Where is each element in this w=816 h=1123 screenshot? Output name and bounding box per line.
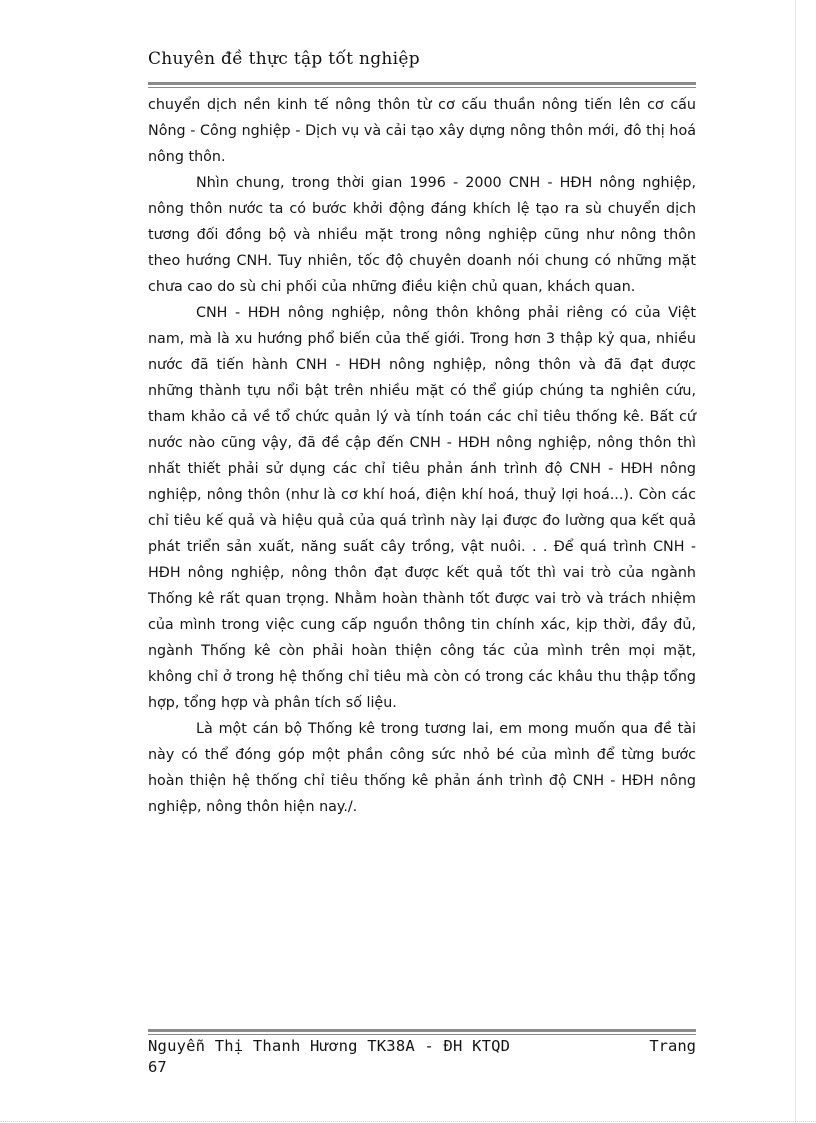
page-edge-right	[795, 0, 796, 1123]
header-rule-thick	[148, 82, 696, 85]
footer-page-label: Trang	[649, 1037, 696, 1055]
page-footer	[148, 1036, 696, 1078]
paragraph: Nhìn chung, trong thời gian 1996 - 2000 CNH - HĐH nông nghiệp, nông thôn nước ta có bước khởi động đáng khích lệ tạo ra sù chuyển dịch tương đối đồng bộ và nhiều mặt trong nông nghiệp cũng như nông thôn theo hướng CNH. Tuy nhiên, tốc độ chuyên doanh nói chung có những mặt chưa cao do sù chi phối của những điều kiện chủ quan, khách quan.	[148, 175, 696, 295]
paragraph-continuation: chuyển dịch nền kinh tế nông thôn từ cơ cấu thuần nông tiến lên cơ cấu Nông - Công nghiệp - Dịch vụ và cải tạo xây dựng nông thôn mới, đô thị hoá nông thôn.	[148, 97, 696, 165]
paragraph: CNH - HĐH nông nghiệp, nông thôn không phải riêng có của Việt nam, mà là xu hướng phổ biến của thế giới. Trong hơn 3 thập kỷ qua, nhiều nước đã tiến hành CNH - HĐH nông nghiệp, nông thôn và đã đạt được những thành tựu nổi bật trên nhiều mặt có thể giúp chúng ta nghiên cứu, tham khảo cả về tổ chức quản lý và tính toán các chỉ tiêu thống kê. Bất cứ nước nào cũng vậy, đã đề cập đến CNH - HĐH nông nghiệp, nông thôn thì nhất thiết phải sử dụng các chỉ tiêu phản ánh trình độ CNH - HĐH nông nghiệp, nông thôn (như là cơ khí hoá, điện khí hoá, thuỷ lợi hoá...). Còn các chỉ tiêu kế quả và hiệu quả của quá trình này lại được đo lường qua kết quả phát triển sản xuất, năng suất cây trồng, vật nuôi. . . Để quá trình CNH - HĐH nông nghiệp, nông thôn đạt được kết quả tốt thì vai trò của ngành Thống kê rất quan trọng. Nhằm hoàn thành tốt được vai trò và trách nhiệm của mình trong việc cung cấp nguồn thông tin chính xác, kịp thời, đầy đủ, ngành Thống kê còn phải hoàn thiện công tác của mình trên mọi mặt, không chỉ ở trong hệ thống chỉ tiêu mà còn có trong các khâu thu thập tổng hợp, tổng hợp và phân tích số liệu.	[148, 305, 696, 711]
footer-author: Nguyễn Thị Thanh Hương TK38A - ĐH KTQD	[148, 1037, 511, 1055]
paragraph: Là một cán bộ Thống kê trong tương lai, em mong muốn qua đề tài này có thể đóng góp một phần công sức nhỏ bé của mình để từng bước hoàn thiện hệ thống chỉ tiêu thống kê phản ánh trình độ CNH - HĐH nông nghiệp, nông thôn hiện nay./.	[148, 721, 696, 815]
document-body	[148, 92, 696, 820]
footer-rule-thick	[148, 1029, 696, 1032]
footer-rule-thin	[148, 1034, 696, 1035]
header-rule-thin	[148, 87, 696, 88]
footer-page-number: 67	[148, 1058, 167, 1076]
page-header-title: Chuyên đề thực tập tốt nghiệp	[148, 49, 420, 69]
